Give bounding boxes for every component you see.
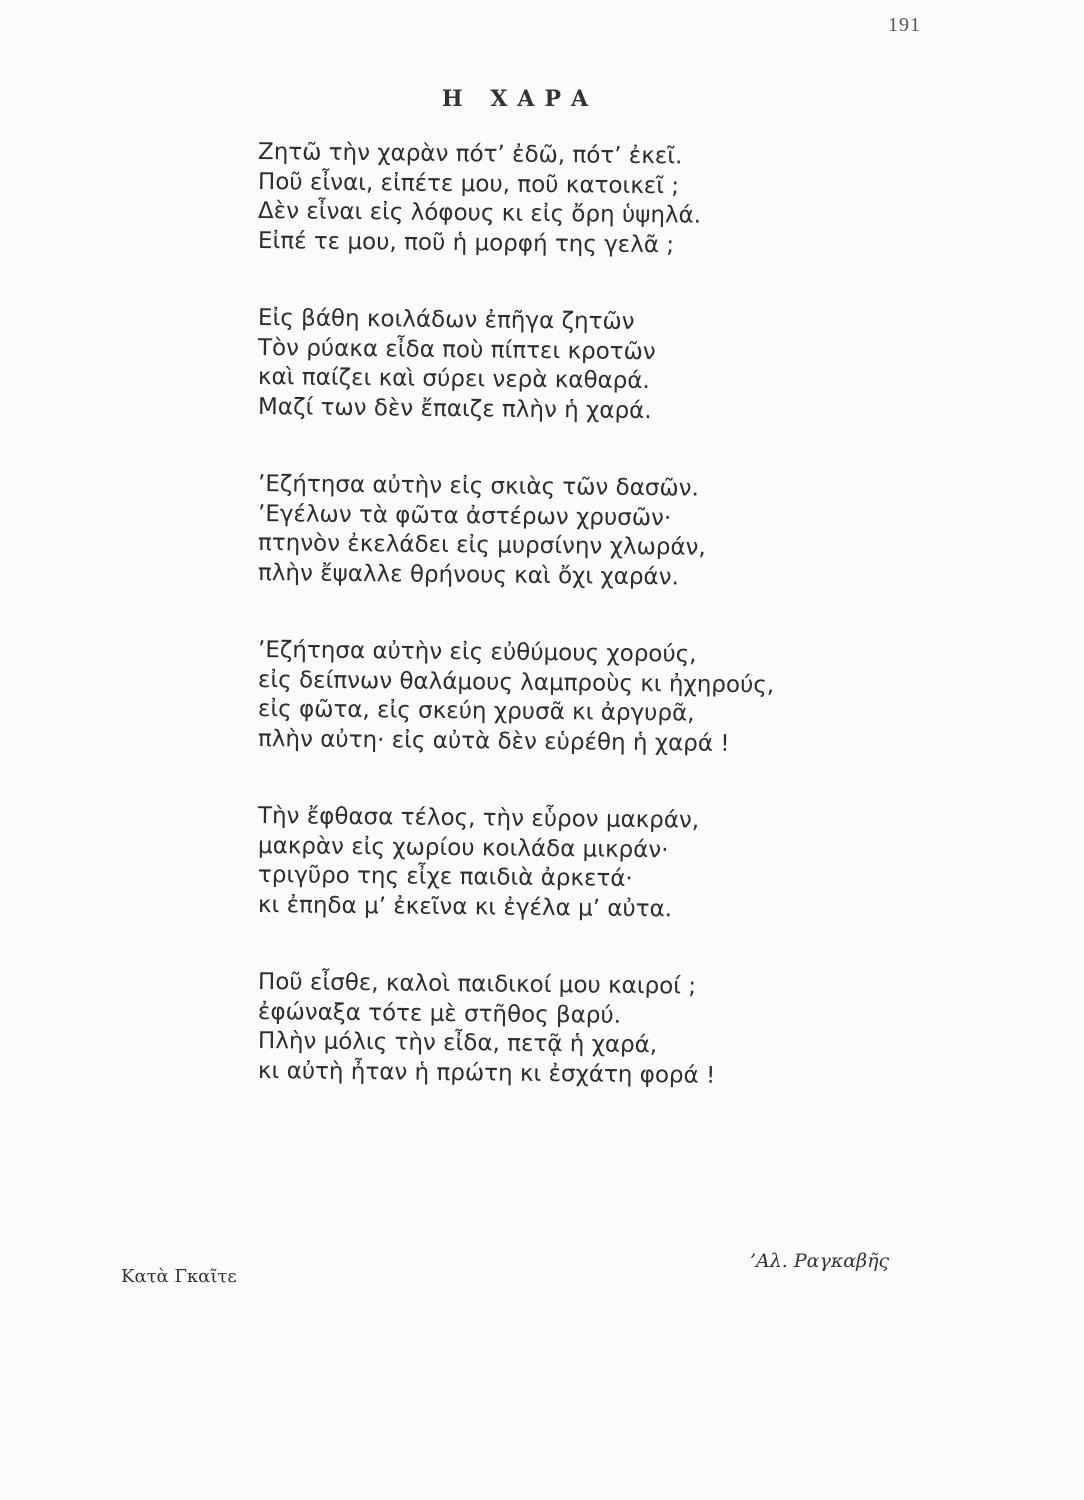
poem-line: κι ἐπηδα μ’ ἐκεῖνα κι ἐγέλα μ’ αὐτα.	[257, 891, 673, 922]
poem-line: Ποῦ εἶσθε, καλοὶ παιδικοί μου καιροί ;	[257, 969, 697, 1000]
poem-line: Ζητῶ τὴν χαρὰν πότ’ ἐδῶ, πότ’ ἐκεῖ.	[257, 139, 683, 170]
stanza-6	[257, 968, 878, 1089]
poem-line: ’Εζήτησα αὐτὴν εἰς σκιὰς τῶν δασῶν.	[257, 471, 699, 502]
stanza-5	[258, 802, 878, 920]
poem-line: ἐφώναξα τότε μὲ στῆθος βαρύ.	[257, 998, 622, 1029]
poem-line: μακρὰν εἰς χωρίου κοιλάδα μικράν·	[257, 832, 669, 863]
poem-line: πλὴν αὐτη· εἰς αὐτὰ δὲν εὑρέθη ἡ χαρά !	[257, 725, 730, 757]
poem-body	[258, 138, 878, 1134]
stanza-3	[258, 470, 878, 588]
poem-line: ’Εγέλων τὰ φῶτα ἀστέρων χρυσῶν·	[257, 500, 672, 531]
poem-line: Πλὴν μόλις τὴν εἶδα, πετᾷ ἡ χαρά,	[257, 1028, 658, 1059]
stanza-4	[257, 636, 878, 757]
poem-line: εἰς φῶτα, εἰς σκεύη χρυσᾶ κι ἀργυρᾶ,	[257, 696, 695, 727]
author-signature: ’Αλ. Ραγκαβῆς	[750, 1250, 890, 1272]
poem-line: Ποῦ εἶναι, εἰπέτε μου, ποῦ κατοικεῖ ;	[257, 168, 680, 199]
poem-line: Εἰπέ τε μου, ποῦ ἡ μορφή της γελᾶ ;	[257, 227, 675, 258]
poem-line: Εἰς βάθη κοιλάδων ἐπῆγα ζητῶν	[257, 305, 635, 335]
poem-line: Τὸν ρύακα εἶδα ποὺ πίπτει κροτῶν	[257, 334, 656, 365]
source-note: Κατὰ Γκαῖτε	[121, 1266, 237, 1287]
page-number: 191	[888, 14, 921, 36]
poem-line: ’Εζήτησα αὐτὴν εἰς εὐθύμους χορούς,	[257, 637, 697, 668]
poem-line: Τὴν ἔφθασα τέλος, τὴν εὗρον μακράν,	[257, 803, 700, 834]
poem-title: Η ΧΑΡΑ	[441, 86, 599, 112]
poem-line: καὶ παίζει καὶ σύρει νερὰ καθαρά.	[257, 364, 650, 395]
stanza-2	[258, 304, 878, 422]
poem-line: κι αὐτὴ ἦταν ἡ πρώτη κι ἐσχάτη φορά !	[257, 1057, 716, 1089]
poem-line: εἰς δείπνων θαλάμους λαμπροὺς κι ἠχηρούς,	[257, 666, 775, 698]
poem-line: τριγῦρο της εἶχε παιδιὰ ἀρκετά·	[257, 862, 633, 892]
poem-line: πτηνὸν ἐκελάδει εἰς μυρσίνην χλωράν,	[257, 530, 706, 561]
poem-line: πλὴν ἔψαλλε θρήνους καὶ ὄχι χαράν.	[257, 559, 679, 590]
poem-line: Δὲν εἶναι εἰς λόφους κι εἰς ὄρη ὑψηλά.	[257, 198, 702, 229]
poem-line: Μαζί των δὲν ἔπαιζε πλὴν ἡ χαρά.	[257, 393, 652, 424]
stanza-1	[258, 138, 878, 256]
